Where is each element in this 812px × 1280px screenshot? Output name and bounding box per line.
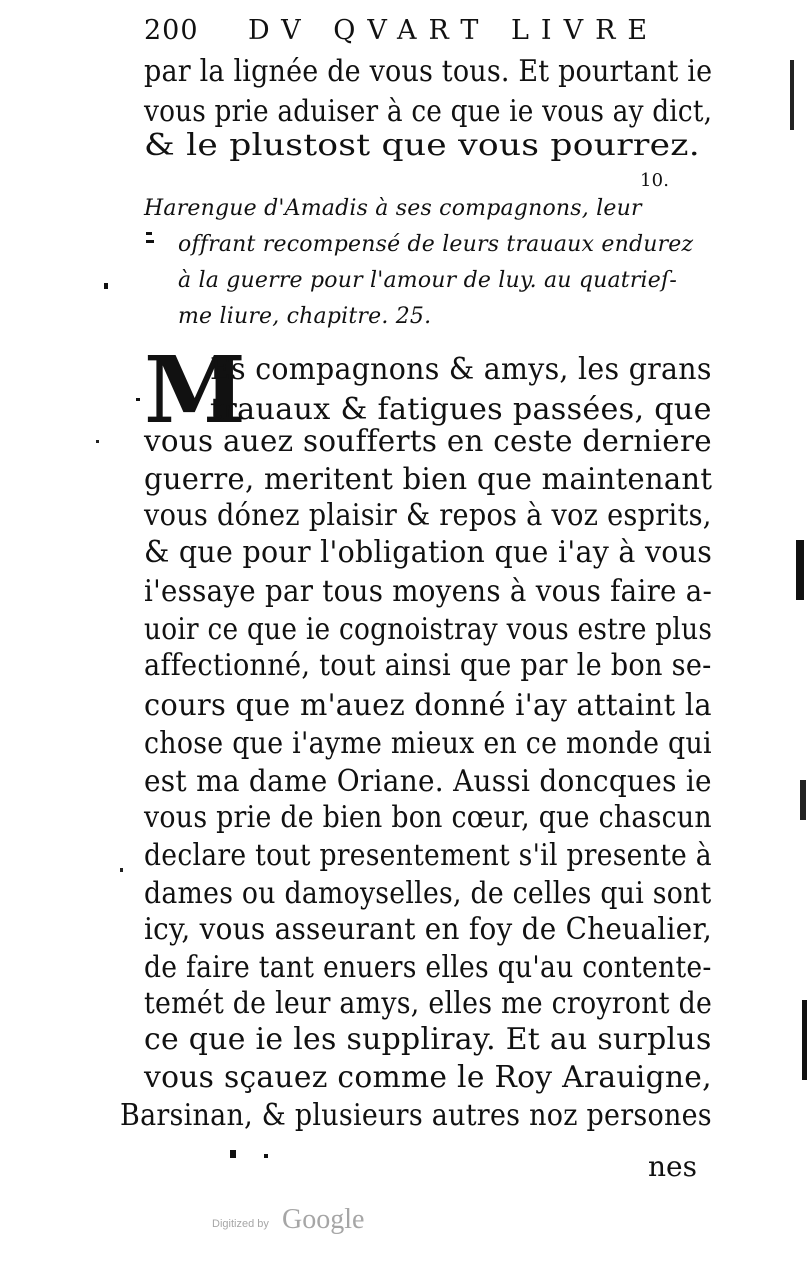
heading-line: me liure, chapitre. 25. <box>178 304 432 329</box>
text-line: vous auez soufferts en ceste derniere <box>144 424 712 459</box>
text-line: uoir ce que ie cognoistray vous estre plus <box>144 612 713 647</box>
intro-line: vous prie aduiser à ce que ie vous ay dict, <box>144 94 713 129</box>
text-line: guerre, meritent bien que maintenant <box>144 462 713 497</box>
page-number: 200 <box>144 15 199 46</box>
heading-line: Harengue d'Amadis à ses compagnons, leur <box>144 196 642 221</box>
text-line: i'essaye par tous moyens à vous faire a- <box>144 574 713 609</box>
text-line: affectionné, tout ainsi que par le bon se- <box>144 648 712 683</box>
text-line: & que pour l'obligation que i'ay à vous <box>144 535 713 570</box>
intro-line: par la lignée de vous tous. Et pourtant ie <box>144 54 713 89</box>
watermark-caption: Digitized by <box>212 1218 269 1230</box>
text-line: de faire tant enuers elles qu'au contente- <box>144 950 712 985</box>
watermark-brand: Google <box>282 1204 365 1235</box>
text-line: est ma dame Oriane. Aussi doncques ie <box>144 764 712 799</box>
marginal-mark: 10. <box>640 170 670 191</box>
catchword: nes <box>648 1150 697 1183</box>
text-line: temét de leur amys, elles me croyront de <box>144 986 713 1021</box>
text-line: declare tout presentement s'il presente à <box>144 838 712 873</box>
text-line: vous dónez plaisir & repos à voz esprits, <box>144 498 712 533</box>
text-line: vous prie de bien bon cœur, que chascun <box>144 800 712 835</box>
text-line: ce que ie les suppliray. Et au surplus <box>144 1022 712 1057</box>
text-line: dames ou damoyselles, de celles qui sont <box>144 876 712 911</box>
text-line: Barsinan, & plusieurs autres noz persones <box>120 1098 712 1133</box>
heading-line: à la guerre pour l'amour de luy. au quatrieſ- <box>178 268 677 293</box>
heading-line: offrant recompensé de leurs trauaux endurez <box>178 232 694 257</box>
text-line: icy, vous asseurant en foy de Cheualier, <box>144 912 713 947</box>
text-line: trauaux & fatigues passées, que <box>210 392 712 427</box>
text-line: cours que m'auez donné i'ay attaint la <box>144 688 712 723</box>
text-line: vous sçauez comme le Roy Arauigne, <box>144 1060 712 1095</box>
text-line: chose que i'ayme mieux en ce monde qui <box>144 726 712 761</box>
drop-cap: M <box>144 336 246 444</box>
intro-line: & le plustost que vous pourrez. <box>144 128 700 163</box>
running-title: DV QVART LIVRE <box>248 15 660 46</box>
text-line: Es compagnons & amys, les grans <box>210 352 712 387</box>
